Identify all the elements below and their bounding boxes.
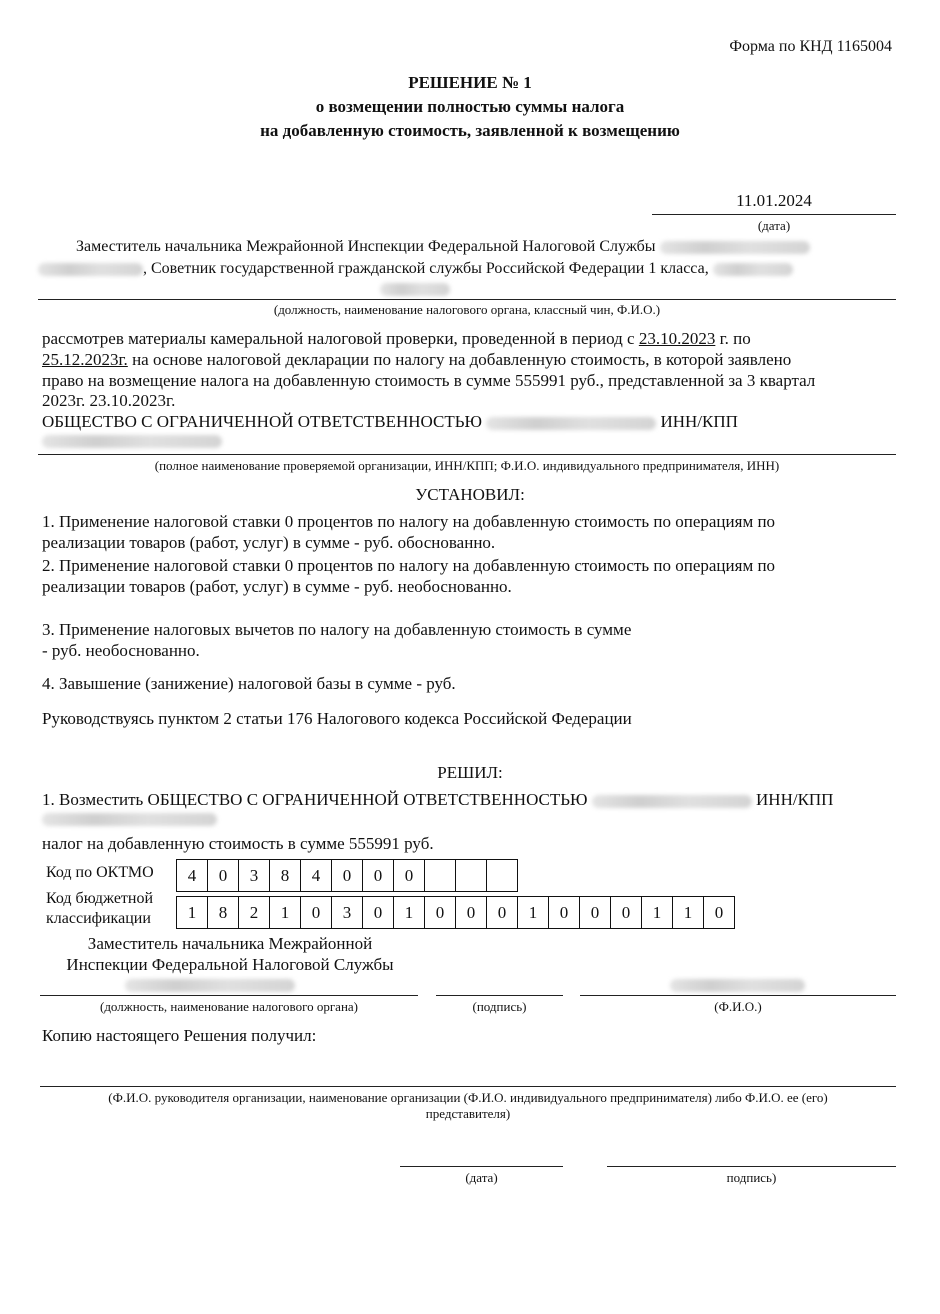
copy-caption-2: представителя) (425, 1106, 511, 1121)
name-caption: (Ф.И.О.) (714, 999, 762, 1014)
established-item-4: 4. Завышение (занижение) налоговой базы в сумме - руб. (42, 674, 456, 693)
kbk-digit-cell: 0 (704, 897, 735, 928)
form-code: Форма по КНД 1165004 (729, 38, 892, 55)
oktmo-digit-cell: 0 (332, 860, 363, 891)
kbk-digit-cell: 8 (208, 897, 239, 928)
organization-line-rule (38, 454, 896, 455)
redacted-official-name (660, 241, 810, 254)
kbk-code-grid (176, 896, 735, 929)
copy-signature-line (607, 1166, 896, 1167)
position-caption: (должность, наименование налогового органа) (99, 999, 358, 1014)
established-item-3-l1: 3. Применение налоговых вычетов по налогу на добавленную стоимость в сумме (42, 620, 632, 639)
document-title: РЕШЕНИЕ № 1 (408, 73, 532, 92)
established-item-2-l2: реализации товаров (работ, услуг) в сумме - руб. необоснованно. (42, 577, 512, 596)
kbk-digit-cell: 0 (425, 897, 456, 928)
review-line-4: 2023г. 23.10.2023г. (42, 391, 176, 410)
kbk-digit-cell: 0 (580, 897, 611, 928)
decision-date: 11.01.2024 (736, 191, 812, 210)
organization-line: ОБЩЕСТВО С ОГРАНИЧЕННОЙ ОТВЕТСТВЕННОСТЬЮ ИНН/КПП (42, 412, 738, 431)
organization-caption: (полное наименование проверяемой организации, ИНН/КПП; Ф.И.О. индивидуального предпринимателя, ИНН) (154, 458, 780, 473)
official-line (38, 299, 896, 300)
oktmo-digit-cell: 4 (301, 860, 332, 891)
copy-date-line (400, 1166, 563, 1167)
oktmo-digit-cell (456, 860, 487, 891)
established-item-1-l1: 1. Применение налоговой ставки 0 процентов по налогу на добавленную стоимость по операциям по (42, 512, 776, 531)
kbk-digit-cell: 0 (456, 897, 487, 928)
kbk-digit-cell: 3 (332, 897, 363, 928)
kbk-digit-cell: 0 (549, 897, 580, 928)
review-line-2: 25.12.2023г. на основе налоговой декларации по налогу на добавленную стоимость, в которой заявлено (42, 350, 792, 369)
kbk-digit-cell: 1 (177, 897, 208, 928)
oktmo-code-grid (176, 859, 518, 892)
kbk-digit-cell: 0 (487, 897, 518, 928)
kbk-digit-cell: 0 (363, 897, 394, 928)
signature-line (436, 995, 563, 996)
redacted-inn-2 (42, 810, 217, 828)
established-item-3-l2: - руб. необоснованно. (42, 641, 200, 660)
established-heading: УСТАНОВИЛ: (415, 485, 525, 504)
oktmo-digit-cell: 0 (208, 860, 239, 891)
kbk-digit-cell: 0 (611, 897, 642, 928)
oktmo-digit-cell: 3 (239, 860, 270, 891)
oktmo-digit-cell: 0 (394, 860, 425, 891)
oktmo-digit-cell (487, 860, 518, 891)
kbk-digit-cell: 1 (673, 897, 704, 928)
kbk-digit-cell: 1 (642, 897, 673, 928)
date-caption: (дата) (757, 218, 791, 233)
period-from-date: 23.10.2023 (638, 329, 716, 348)
kbk-digit-cell: 2 (239, 897, 270, 928)
kbk-label-1: Код бюджетной (46, 890, 154, 907)
decided-amount-line: налог на добавленную стоимость в сумме 555991 руб. (42, 834, 434, 853)
official-caption: (должность, наименование налогового органа, классный чин, Ф.И.О.) (273, 302, 661, 317)
kbk-digit-cell: 0 (301, 897, 332, 928)
review-line-1: рассмотрев материалы камеральной налоговой проверки, проведенной в период с 23.10.2023 г. по (42, 329, 751, 348)
redacted-inn (42, 432, 222, 450)
copy-caption-1: (Ф.И.О. руководителя организации, наименование организации (Ф.И.О. индивидуального предпринимателя) либо Ф.И.О. ее (его) (108, 1090, 828, 1105)
document-subtitle-2: на добавленную стоимость, заявленной к возмещению (260, 121, 680, 140)
kbk-digit-cell: 1 (394, 897, 425, 928)
copy-recipient-line (40, 1086, 896, 1087)
oktmo-label: Код по ОКТМО (46, 864, 154, 881)
kbk-digit-cell: 1 (270, 897, 301, 928)
decided-heading: РЕШИЛ: (437, 763, 503, 782)
redacted-initials (380, 280, 450, 298)
oktmo-digit-cell: 0 (363, 860, 394, 891)
signature-caption: (подпись) (472, 999, 527, 1014)
oktmo-digit-cell: 8 (270, 860, 301, 891)
official-line-1: Заместитель начальника Межрайонной Инспекции Федеральной Налоговой Службы (76, 236, 810, 257)
redacted-signatory-name (670, 976, 805, 994)
position-line (40, 995, 418, 996)
oktmo-digit-cell: 4 (177, 860, 208, 891)
redacted-inspection-name (38, 263, 143, 276)
decided-item-1: 1. Возместить ОБЩЕСТВО С ОГРАНИЧЕННОЙ ОТВЕТСТВЕННОСТЬЮ ИНН/КПП (42, 790, 834, 809)
established-item-2-l1: 2. Применение налоговой ставки 0 процентов по налогу на добавленную стоимость по операциям по (42, 556, 776, 575)
redacted-inspection-2 (125, 976, 295, 994)
date-line (652, 214, 896, 215)
signatory-position-2: Инспекции Федеральной Налоговой Службы (66, 955, 394, 974)
kbk-digit-cell: 1 (518, 897, 549, 928)
copy-received-label: Копию настоящего Решения получил: (42, 1026, 317, 1045)
redacted-org-name (486, 417, 656, 430)
copy-date-caption: (дата) (465, 1170, 498, 1185)
redacted-surname (713, 263, 793, 276)
review-line-3: право на возмещение налога на добавленную стоимость в сумме 555991 руб., представленной за 3 квартал (42, 371, 816, 390)
name-line (580, 995, 896, 996)
signatory-position-1: Заместитель начальника Межрайонной (87, 934, 373, 953)
copy-signature-caption: подпись) (726, 1170, 777, 1185)
redacted-org-name-2 (592, 795, 752, 808)
guided-by-text: Руководствуясь пунктом 2 статьи 176 Налогового кодекса Российской Федерации (42, 709, 632, 728)
document-subtitle-1: о возмещении полностью суммы налога (315, 97, 625, 116)
kbk-label-2: классификации (46, 910, 151, 927)
period-to-date: 25.12.2023г. (42, 350, 128, 369)
oktmo-digit-cell (425, 860, 456, 891)
official-line-2: , Советник государственной гражданской службы Российской Федерации 1 класса, (38, 258, 793, 279)
established-item-1-l2: реализации товаров (работ, услуг) в сумме - руб. обоснованно. (42, 533, 496, 552)
